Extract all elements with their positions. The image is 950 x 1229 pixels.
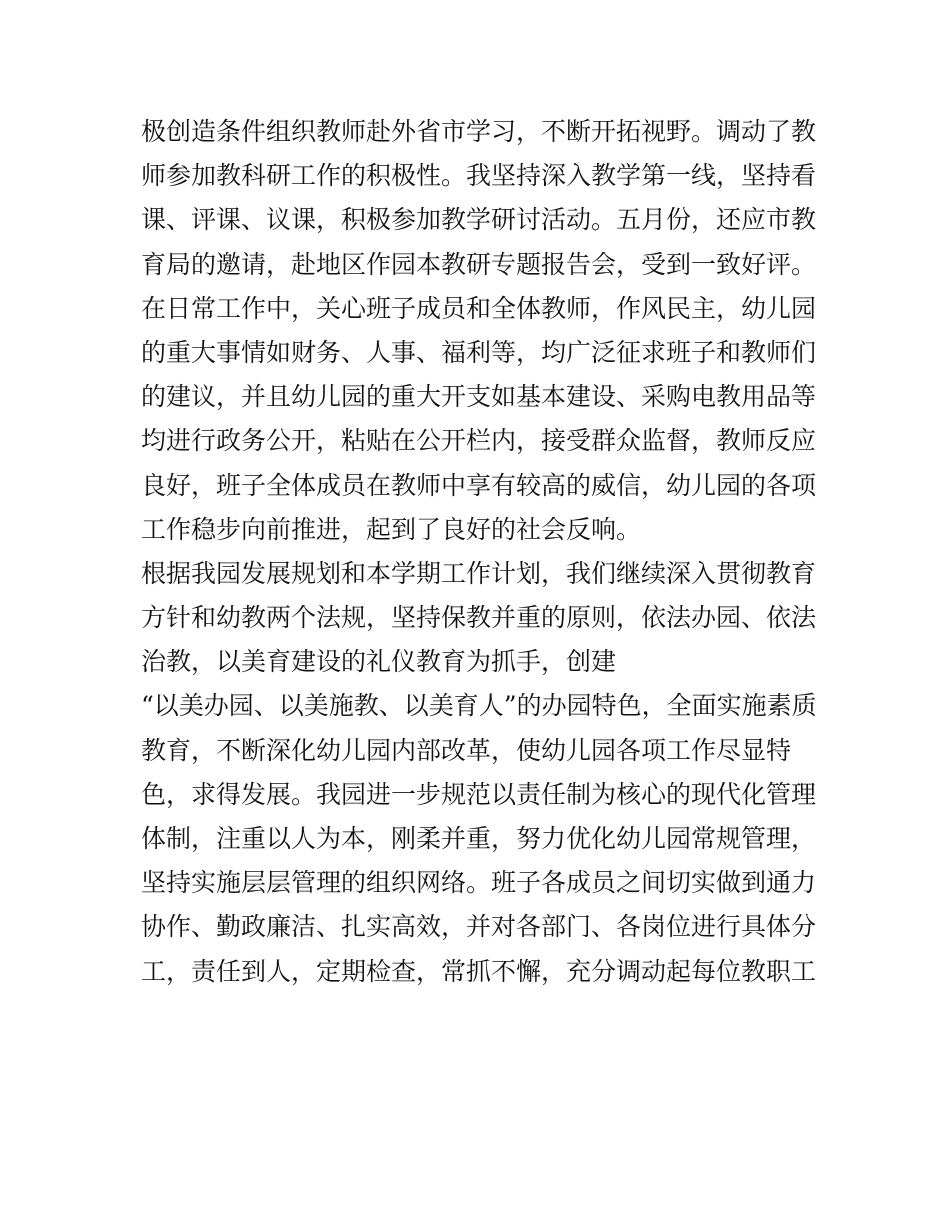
text-line: 良好，班子全体成员在教师中享有较高的威信，幼儿园的各项 <box>141 470 817 500</box>
text-line: 方针和幼教两个法规，坚持保教并重的原则，依法办园、依法 <box>141 603 817 633</box>
text-line: 色，求得发展。我园进一步规范以责任制为核心的现代化管理 <box>141 779 817 809</box>
text-line: 师参加教科研工作的积极性。我坚持深入教学第一线，坚持看 <box>141 161 817 191</box>
text-line: 的建议，并且幼儿园的重大开支如基本建设、采购电教用品等 <box>141 382 817 412</box>
text-line: 体制，注重以人为本，刚柔并重，努力优化幼儿园常规管理， <box>141 824 817 853</box>
text-line: 工作稳步向前推进，起到了良好的社会反响。 <box>141 514 642 544</box>
text-line: 协作、勤政廉洁、扎实高效，并对各部门、各岗位进行具体分 <box>141 912 817 942</box>
text-line: 的重大事情如财务、人事、福利等，均广泛征求班子和教师们 <box>141 337 817 367</box>
text-line: 课、评课、议课，积极参加教学研讨活动。五月份，还应市教 <box>141 205 817 235</box>
text-line: “以美办园、以美施教、以美育人”的办园特色，全面实施素质 <box>141 691 817 721</box>
text-line: 治教，以美育建设的礼仪教育为抓手，创建 <box>141 647 617 677</box>
text-line: 在日常工作中，关心班子成员和全体教师，作风民主，幼儿园 <box>141 293 817 323</box>
text-line: 教育，不断深化幼儿园内部改革，使幼儿园各项工作尽显特 <box>141 735 792 765</box>
text-line: 均进行政务公开，粘贴在公开栏内，接受群众监督，教师反应 <box>141 426 817 456</box>
text-line: 根据我园发展规划和本学期工作计划，我们继续深入贯彻教育 <box>141 558 817 588</box>
text-line: 育局的邀请，赴地区作园本教研专题报告会，受到一致好评。 <box>141 249 817 279</box>
text-line: 坚持实施层层管理的组织网络。班子各成员之间切实做到通力 <box>141 868 817 898</box>
text-line: 极创造条件组织教师赴外省市学习，不断开拓视野。调动了教 <box>141 117 817 146</box>
body-text <box>141 110 821 994</box>
text-line: 工，责任到人，定期检查，常抓不懈，充分调动起每位教职工 <box>141 956 817 986</box>
